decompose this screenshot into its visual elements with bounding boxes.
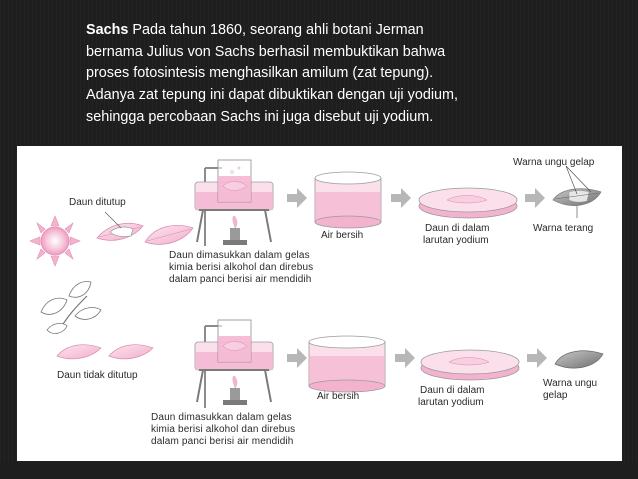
- top-light-label: Warna terang: [533, 223, 594, 234]
- bottom-iodine-line-2: larutan yodium: [418, 397, 484, 408]
- leaf-icon: [57, 345, 101, 359]
- boiling-setup-icon: [195, 320, 273, 408]
- intro-lead: Sachs: [86, 22, 129, 38]
- top-row: [30, 160, 601, 266]
- iodine-dish-icon: [421, 350, 519, 380]
- bottom-boil-line-3: dalam panci berisi air mendidih: [151, 436, 294, 447]
- bottom-boil-line-1: Daun dimasukkan dalam gelas: [151, 412, 292, 423]
- top-iodine-line-1: Daun di dalam: [425, 223, 490, 234]
- arrow-2-icon: [391, 188, 411, 208]
- arrow-6-icon: [527, 348, 547, 368]
- top-boil-line-2: kimia berisi alkohol dan direbus: [169, 262, 314, 273]
- intro-line-3: proses fotosintesis menghasilkan amilum (zat tepung).: [86, 65, 434, 82]
- intro-line-4: Adanya zat tepung ini dapat dibuktikan dengan uji yodium,: [86, 87, 459, 104]
- sachs-experiment-figure: [17, 146, 622, 461]
- experiment-diagram: [17, 146, 622, 461]
- clean-water-beaker-icon: [309, 336, 385, 392]
- iodine-dish-icon: [419, 188, 517, 218]
- arrow-5-icon: [395, 348, 415, 368]
- intro-line-2: bernama Julius von Sachs berhasil membuktikan bahwa: [86, 43, 446, 60]
- intro-line-1: Pada tahun 1860, seorang ahli botani Jerman: [128, 22, 424, 38]
- intro-line-5: sehingga percobaan Sachs ini juga disebut uji yodium.: [86, 108, 434, 125]
- clean-water-beaker-icon: [315, 172, 381, 228]
- result-leaf-icon: [553, 166, 601, 218]
- top-iodine-line-2: larutan yodium: [423, 235, 489, 246]
- footer-bar: [0, 462, 638, 479]
- covered-leaf-icon: [97, 212, 143, 240]
- top-water-label: Air bersih: [321, 230, 364, 241]
- top-leaf-label: Daun ditutup: [69, 197, 126, 208]
- bottom-iodine-line-1: Daun di dalam: [420, 385, 485, 396]
- boiling-setup-icon: [195, 160, 273, 246]
- bottom-result-line-1: Warna ungu: [543, 378, 598, 389]
- top-boil-line-1: Daun dimasukkan dalam gelas: [169, 250, 310, 261]
- arrow-4-icon: [287, 348, 307, 368]
- sun-icon: [30, 216, 80, 266]
- bottom-result-line-2: gelap: [543, 390, 568, 401]
- bottom-leaf-label: Daun tidak ditutup: [57, 370, 138, 381]
- top-dark-label: Warna ungu gelap: [513, 157, 595, 168]
- bottom-water-label: Air bersih: [317, 391, 360, 402]
- bottom-boil-line-2: kimia berisi alkohol dan direbus: [151, 424, 296, 435]
- leaf-icon: [109, 345, 153, 359]
- plant-icon: [41, 282, 101, 334]
- bottom-row: [41, 282, 603, 408]
- arrow-1-icon: [287, 188, 307, 208]
- result-leaf-icon: [555, 351, 603, 368]
- top-boil-line-3: dalam panci berisi air mendidih: [169, 274, 312, 285]
- intro-paragraph: [86, 20, 556, 129]
- arrow-3-icon: [525, 188, 545, 208]
- leaf-icon: [145, 225, 193, 244]
